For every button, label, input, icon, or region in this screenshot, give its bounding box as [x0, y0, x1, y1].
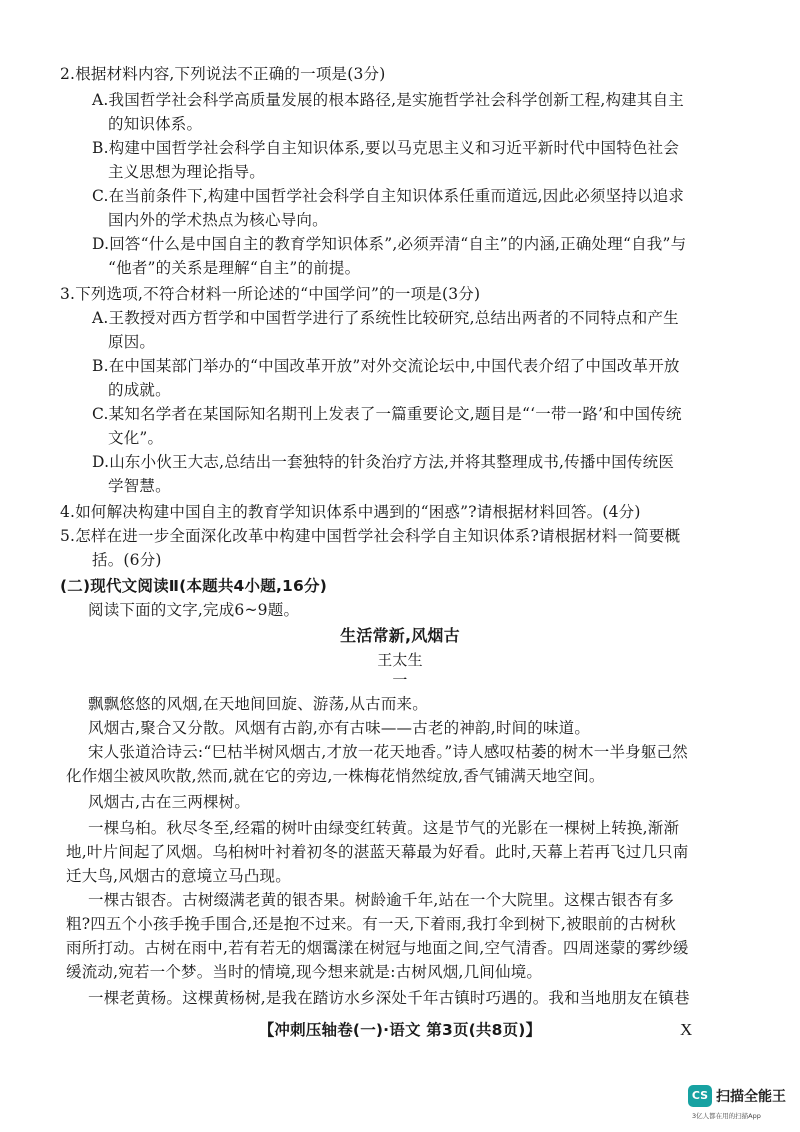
article-paragraph-cont: 迁大鸟,风烟古的意境立马凸现。 — [66, 867, 291, 885]
article-paragraph-cont: 雨所打动。古树在雨中,若有若无的烟霭漾在树冠与地面之间,空气清香。四周迷蒙的雾纱缓 — [66, 939, 689, 957]
q3-option-a-cont: 原因。 — [108, 333, 156, 351]
q2-option-d-cont: “他者”的关系是理解“自主”的前提。 — [108, 259, 361, 277]
article-paragraph: 一棵老黄杨。这棵黄杨树,是我在踏访水乡深处千年古镇时巧遇的。我和当地朋友在镇巷 — [88, 989, 690, 1007]
q2-option-c: C.在当前条件下,构建中国哲学社会科学自主知识体系任重而道远,因此必须坚持以追求 — [92, 187, 685, 205]
q5-stem: 5.怎样在进一步全面深化改革中构建中国哲学社会科学自主知识体系?请根据材料一简要概 — [60, 527, 681, 545]
q3-stem: 3.下列选项,不符合材料一所论述的“中国学问”的一项是(3分) — [60, 285, 481, 303]
scanner-tagline: 3亿人都在用的扫描App — [692, 1112, 761, 1120]
article-paragraph-cont: 缓流动,宛若一个梦。当时的情境,现今想来就是:古树风烟,几间仙境。 — [66, 963, 543, 981]
section-header: (二)现代文阅读Ⅱ(本题共4小题,16分) — [60, 577, 327, 595]
article-paragraph-cont: 粗?四五个小孩手挽手围合,还是抱不过来。有一天,下着雨,我打伞到树下,被眼前的古树秋 — [66, 915, 676, 933]
q3-option-b: B.在中国某部门举办的“中国改革开放”对外交流论坛中,中国代表介绍了中国改革开放 — [92, 357, 680, 375]
q2-option-c-cont: 国内外的学术热点为核心导向。 — [108, 211, 328, 229]
q2-option-d: D.回答“什么是中国自主的教育学知识体系”,必须弄清“自主”的内涵,正确处理“自我”与 — [92, 235, 687, 253]
q4-stem: 4.如何解决构建中国自主的教育学知识体系中遇到的“困惑”?请根据材料回答。(4分) — [60, 503, 641, 521]
article-author: 王太生 — [377, 651, 423, 669]
q2-option-b: B.构建中国哲学社会科学自主知识体系,要以马克思主义和习近平新时代中国特色社会 — [92, 139, 680, 157]
article-paragraph: 风烟古,古在三两棵树。 — [88, 793, 251, 811]
article-paragraph-cont: 化作烟尘被风吹散,然而,就在它的旁边,一株梅花悄然绽放,香气铺满天地空间。 — [66, 767, 605, 785]
q2-option-a-cont: 的知识体系。 — [108, 115, 203, 133]
page-footer: 【冲刺压轴卷(一)·语文 第3页(共8页)】 — [258, 1021, 542, 1039]
article-paragraph: 一棵古银杏。古树缀满老黄的银杏果。树龄逾千年,站在一个大院里。这棵古银杏有多 — [88, 891, 675, 909]
q2-option-b-cont: 主义思想为理论指导。 — [108, 163, 266, 181]
q3-option-c: C.某知名学者在某国际知名期刊上发表了一篇重要论文,题目是“‘一带一路’和中国传统 — [92, 405, 682, 423]
q5-stem-cont: 括。(6分) — [92, 551, 162, 569]
article-paragraph: 宋人张道洽诗云:“巳枯半树风烟古,才放一花天地香。”诗人感叹枯萎的树木一半身躯己然 — [88, 743, 688, 761]
article-title: 生活常新,风烟古 — [340, 626, 460, 645]
q3-option-d-cont: 学智慧。 — [108, 477, 171, 495]
q3-option-d: D.山东小伙王大志,总结出一套独特的针灸治疗方法,并将其整理成书,传播中国传统医 — [92, 453, 675, 471]
camscanner-logo-icon: CS — [688, 1085, 712, 1107]
corner-mark: X — [680, 1020, 693, 1039]
article-paragraph: 风烟古,聚合又分散。风烟有古韵,亦有古味——古老的神韵,时间的味道。 — [88, 719, 591, 737]
scanner-app-name: 扫描全能王 — [716, 1089, 786, 1105]
article-part-number: 一 — [392, 671, 408, 689]
q2-option-a: A.我国哲学社会科学高质量发展的根本路径,是实施哲学社会科学创新工程,构建其自主 — [92, 91, 684, 109]
q3-option-c-cont: 文化”。 — [108, 429, 164, 447]
article-paragraph: 一棵乌桕。秋尽冬至,经霜的树叶由绿变红转黄。这是节气的光影在一棵树上转换,渐渐 — [88, 819, 680, 837]
scanner-watermark — [688, 1085, 788, 1125]
q2-stem: 2.根据材料内容,下列说法不正确的一项是(3分) — [60, 65, 386, 83]
article-paragraph-cont: 地,叶片间起了风烟。乌桕树叶衬着初冬的湛蓝天幕最为好看。此时,天幕上若再飞过几只南 — [66, 843, 689, 861]
reading-instruction: 阅读下面的文字,完成6~9题。 — [88, 601, 300, 619]
article-paragraph: 飘飘悠悠的风烟,在天地间回旋、游荡,从古而来。 — [88, 695, 428, 713]
q3-option-b-cont: 的成就。 — [108, 381, 171, 399]
q3-option-a: A.王教授对西方哲学和中国哲学进行了系统性比较研究,总结出两者的不同特点和产生 — [92, 309, 679, 327]
